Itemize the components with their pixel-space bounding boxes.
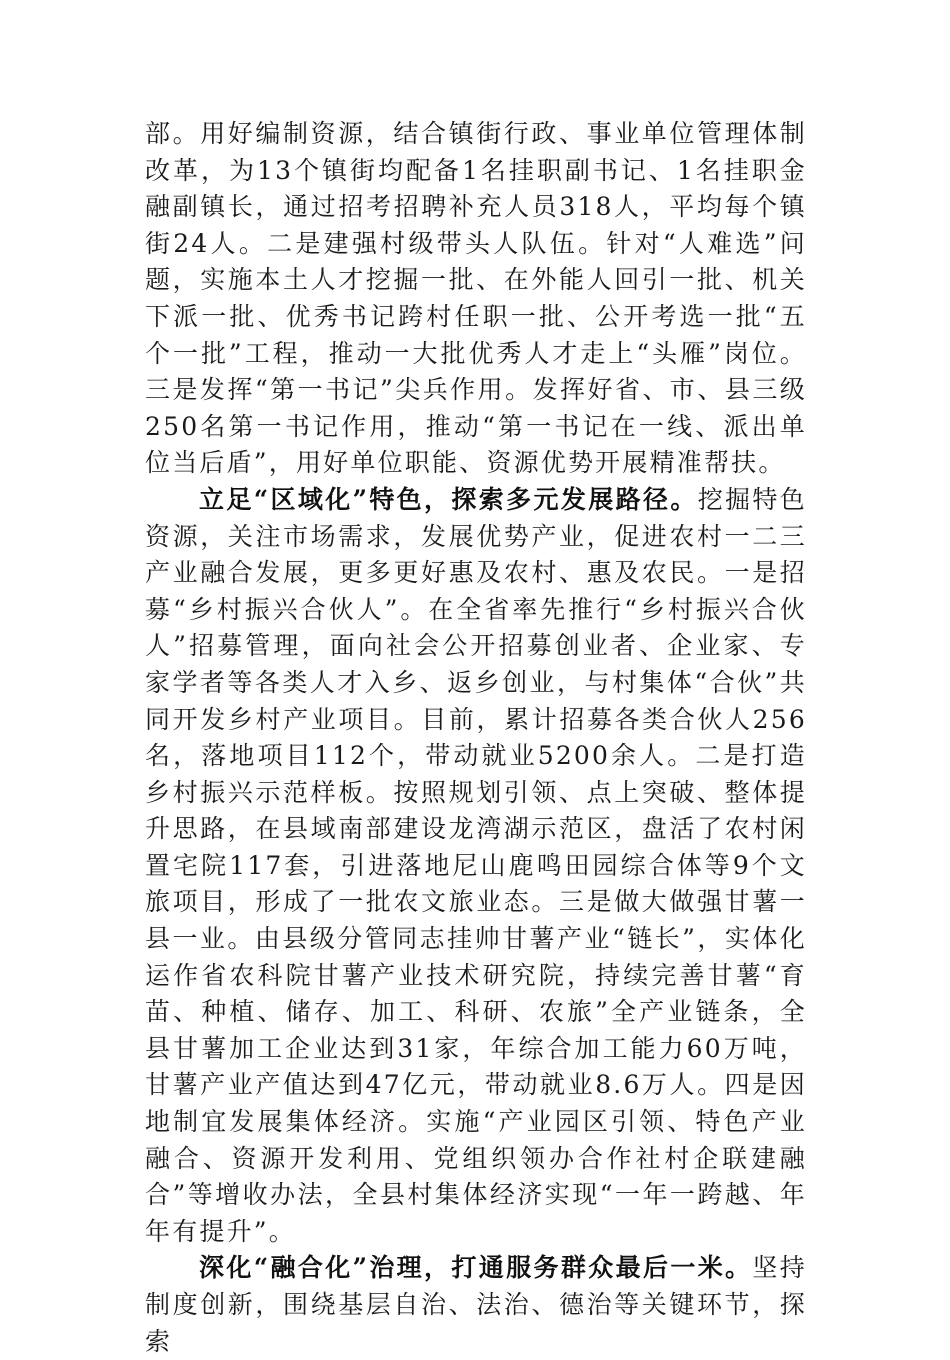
paragraph-1-text: 部。用好编制资源，结合镇街行政、事业单位管理体制改革，为13个镇街均配备1名挂职副书记、1名挂职金融副镇长，通过招考招聘补充人员318人，平均每个镇街24人。二是建强村级带头人队伍。针对“人难选”问题，实施本土人才挖掘一批、在外能人回引一批、机关下派一批、优秀书记跨村任职一批、公开考选一批“五个一批”工程，推动一大批优秀人才走上“头雁”岗位。三是发挥“第一书记”尖兵作用。发挥好省、市、县三级250名第一书记作用，推动“第一书记在一线、派出单位当后盾”，用好单位职能、资源优势开展精准帮扶。 [145, 119, 807, 478]
paragraph-3-text: 坚持制度创新，围绕基层自治、法治、德治等关键环节，探索 [145, 1253, 807, 1356]
document-body [145, 116, 807, 1360]
paragraph-2-text: 挖掘特色资源，关注市场需求，发展优势产业，促进农村一二三产业融合发展，更多更好惠及农村、惠及农民。一是招募“乡村振兴合伙人”。在全省率先推行“乡村振兴合伙人”招募管理，面向社会公开招募创业者、企业家、专家学者等各类人才入乡、返乡创业，与村集体“合伙”共同开发乡村产业项目。目前，累计招募各类合伙人256名，落地项目112个，带动就业5200余人。二是打造乡村振兴示范样板。按照规划引领、点上突破、整体提升思路，在县域南部建设龙湾湖示范区，盘活了农村闲置宅院117套，引进落地尼山鹿鸣田园综合体等9个文旅项目，形成了一批农文旅业态。三是做大做强甘薯一县一业。由县级分管同志挂帅甘薯产业“链长”，实体化运作省农科院甘薯产业技术研究院，持续完善甘薯“育苗、种植、储存、加工、科研、农旅”全产业链条，全县甘薯加工企业达到31家，年综合加工能力60万吨，甘薯产业产值达到47亿元，带动就业8.6万人。四是因地制宜发展集体经济。实施“产业园区引领、特色产业融合、资源开发利用、党组织领办合作社村企联建融合”等增收办法，全县村集体经济实现“一年一跨越、年年有提升”。 [145, 484, 807, 1246]
paragraph-2-lead: 立足“区域化”特色，探索多元发展路径。 [199, 484, 698, 514]
paragraph-2 [145, 482, 807, 1250]
paragraph-3-lead: 深化“融合化”治理，打通服务群众最后一米。 [199, 1253, 753, 1283]
paragraph-1 [145, 116, 807, 482]
